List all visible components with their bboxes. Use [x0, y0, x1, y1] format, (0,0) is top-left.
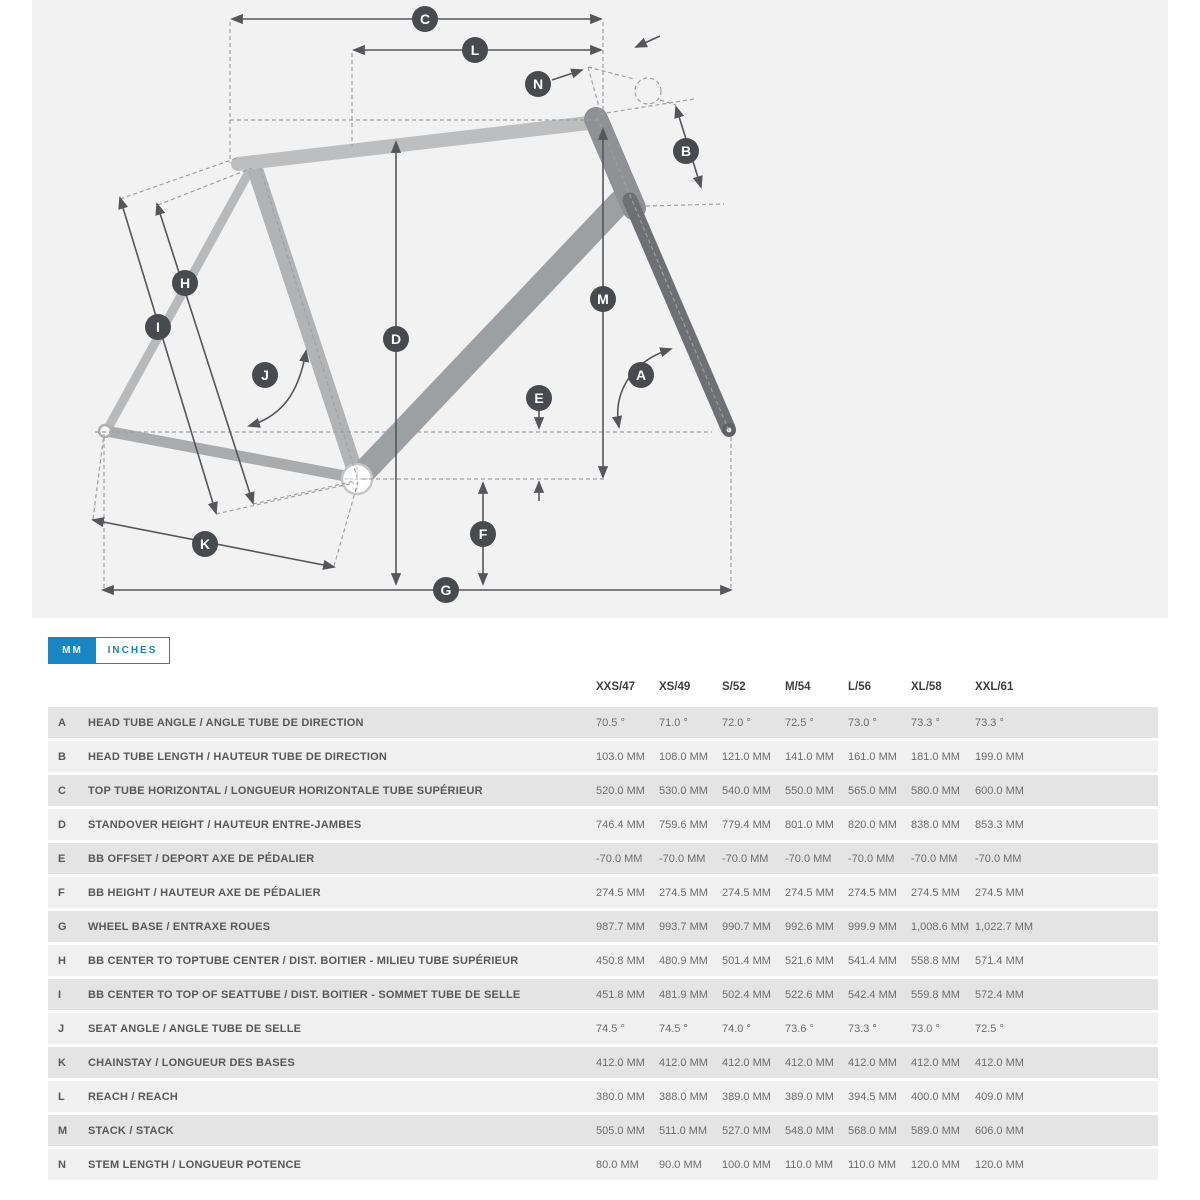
size-column-header: XL/58	[911, 681, 942, 693]
row-value: 987.7 MM	[596, 920, 645, 933]
row-value: 274.5 MM	[911, 886, 960, 899]
row-value: 274.5 MM	[596, 886, 645, 899]
row-value: 559.8 MM	[911, 988, 960, 1001]
row-value: 388.0 MM	[659, 1090, 708, 1103]
row-value: 511.0 MM	[659, 1124, 708, 1137]
row-value: 108.0 MM	[659, 750, 708, 763]
dimension-label-letter: A	[635, 366, 647, 383]
row-value: 820.0 MM	[848, 818, 897, 831]
row-value: 480.9 MM	[659, 954, 708, 967]
seat-stay	[107, 172, 249, 430]
row-value: 568.0 MM	[848, 1124, 897, 1137]
row-value: 589.0 MM	[911, 1124, 960, 1137]
dim-I	[120, 198, 216, 513]
row-label: WHEEL BASE / ENTRAXE ROUES	[88, 920, 271, 933]
row-value: 73.3 °	[911, 716, 940, 729]
size-column-header: M/54	[785, 681, 811, 693]
table-row	[48, 775, 1158, 806]
i-top-connector	[120, 158, 237, 199]
row-value: 990.7 MM	[722, 920, 771, 933]
row-value: -70.0 MM	[596, 852, 643, 865]
bike-frame	[99, 119, 736, 494]
row-value: -70.0 MM	[911, 852, 958, 865]
dimension-label-letter: L	[470, 41, 480, 58]
row-value: 501.4 MM	[722, 954, 771, 967]
row-value: 73.0 °	[911, 1022, 940, 1035]
row-value: 572.4 MM	[975, 988, 1024, 1001]
geometry-table-body	[48, 707, 1158, 1180]
size-column-header: XXS/47	[596, 681, 635, 693]
row-value: 450.8 MM	[596, 954, 645, 967]
row-value: 90.0 MM	[659, 1158, 702, 1171]
row-letter: M	[58, 1124, 68, 1137]
row-value: 412.0 MM	[659, 1056, 708, 1069]
table-row	[48, 945, 1158, 976]
row-value: 600.0 MM	[975, 784, 1024, 797]
dimension-label-letter: H	[179, 274, 191, 291]
row-value: 199.0 MM	[975, 750, 1024, 763]
row-value: 838.0 MM	[911, 818, 960, 831]
table-row	[48, 1115, 1158, 1146]
row-value: 409.0 MM	[975, 1090, 1024, 1103]
dimension-label-letter: M	[597, 290, 609, 307]
row-value: 274.5 MM	[659, 886, 708, 899]
row-value: -70.0 MM	[785, 852, 832, 865]
row-value: 74.5 °	[659, 1022, 688, 1035]
row-value: 746.4 MM	[596, 818, 645, 831]
b-top-tick	[600, 99, 694, 114]
dimension-lines	[93, 19, 731, 590]
row-value: 72.0 °	[722, 716, 751, 729]
stem-outline-top	[588, 67, 634, 79]
size-column-header: XS/49	[659, 681, 691, 693]
row-label: BB HEIGHT / HAUTEUR AXE DE PÉDALIER	[88, 886, 321, 899]
row-label: HEAD TUBE ANGLE / ANGLE TUBE DE DIRECTION	[88, 716, 364, 729]
dimension-label-letter: I	[156, 318, 160, 335]
table-row	[48, 877, 1158, 908]
row-letter: I	[58, 988, 62, 1001]
row-value: 520.0 MM	[596, 784, 645, 797]
row-label: BB OFFSET / DEPORT AXE DE PÉDALIER	[88, 852, 315, 865]
row-value: 70.5 °	[596, 716, 625, 729]
row-letter: E	[58, 852, 66, 865]
row-letter: D	[58, 818, 66, 831]
row-value: 502.4 MM	[722, 988, 771, 1001]
dim-N-arrow1	[552, 70, 582, 80]
top-tube	[238, 122, 597, 164]
row-value: 121.0 MM	[722, 750, 771, 763]
row-value: 274.5 MM	[722, 886, 771, 899]
row-value: 181.0 MM	[911, 750, 960, 763]
geometry-table-header	[48, 674, 1158, 700]
row-value: 141.0 MM	[785, 750, 834, 763]
dimension-label-letter: J	[261, 366, 269, 383]
unit-toggle	[48, 637, 170, 664]
row-value: 72.5 °	[975, 1022, 1004, 1035]
size-column-header: L/56	[848, 681, 872, 693]
row-value: 801.0 MM	[785, 818, 834, 831]
row-letter: H	[58, 954, 66, 967]
seat-tube	[253, 163, 357, 477]
row-label: HEAD TUBE LENGTH / HAUTEUR TUBE DE DIRECTION	[88, 750, 388, 763]
table-row	[48, 1149, 1158, 1180]
size-column-header: XXL/61	[975, 681, 1014, 693]
row-value: 73.0 °	[848, 716, 877, 729]
row-letter: G	[58, 920, 67, 933]
table-row	[48, 707, 1158, 738]
row-value: 74.0 °	[722, 1022, 751, 1035]
geometry-table	[48, 674, 1158, 1183]
row-label: BB CENTER TO TOPTUBE CENTER / DIST. BOITIER - MILIEU TUBE SUPÉRIEUR	[88, 954, 519, 967]
row-value: 992.6 MM	[785, 920, 834, 933]
dimension-label-letter: B	[680, 142, 692, 159]
row-value: 1,008.6 MM	[911, 920, 970, 933]
row-value: 380.0 MM	[596, 1090, 645, 1103]
row-value: 412.0 MM	[911, 1056, 960, 1069]
row-value: 412.0 MM	[975, 1056, 1024, 1069]
row-value: -70.0 MM	[722, 852, 769, 865]
row-value: 558.8 MM	[911, 954, 960, 967]
row-value: 72.5 °	[785, 716, 814, 729]
table-row	[48, 911, 1158, 942]
row-value: 999.9 MM	[848, 920, 897, 933]
row-value: -70.0 MM	[975, 852, 1022, 865]
dimension-label-letter: C	[419, 10, 431, 27]
row-value: 80.0 MM	[596, 1158, 639, 1171]
row-value: 120.0 MM	[975, 1158, 1024, 1171]
row-value: 74.5 °	[596, 1022, 625, 1035]
row-value: 412.0 MM	[722, 1056, 771, 1069]
row-value: 394.5 MM	[848, 1090, 897, 1103]
table-row	[48, 809, 1158, 840]
row-label: TOP TUBE HORIZONTAL / LONGUEUR HORIZONTALE TUBE SUPÉRIEUR	[88, 784, 483, 797]
dimension-label-letter: N	[532, 75, 544, 92]
row-letter: N	[58, 1158, 66, 1171]
row-value: 110.0 MM	[785, 1158, 834, 1171]
b-bottom-tick	[646, 204, 724, 206]
row-value: 606.0 MM	[975, 1124, 1024, 1137]
dimension-label-letter: K	[199, 535, 211, 552]
row-value: 451.8 MM	[596, 988, 645, 1001]
row-value: 571.4 MM	[975, 954, 1024, 967]
dimension-label-letter: E	[534, 389, 544, 406]
row-value: 527.0 MM	[722, 1124, 771, 1137]
dimension-label-letter: F	[478, 525, 488, 542]
row-value: 580.0 MM	[911, 784, 960, 797]
table-row	[48, 843, 1158, 874]
row-value: 73.3 °	[848, 1022, 877, 1035]
rear-dropout	[99, 425, 111, 437]
row-value: 541.4 MM	[848, 954, 897, 967]
row-value: 853.3 MM	[975, 818, 1024, 831]
row-value: 389.0 MM	[785, 1090, 834, 1103]
row-value: 548.0 MM	[785, 1124, 834, 1137]
row-value: -70.0 MM	[659, 852, 706, 865]
row-label: SEAT ANGLE / ANGLE TUBE DE SELLE	[88, 1022, 302, 1035]
row-letter: C	[58, 784, 66, 797]
size-column-header: S/52	[722, 681, 746, 693]
row-value: 1,022.7 MM	[975, 920, 1034, 933]
row-value: 400.0 MM	[911, 1090, 960, 1103]
row-value: 73.6 °	[785, 1022, 814, 1035]
row-value: 412.0 MM	[785, 1056, 834, 1069]
row-value: 110.0 MM	[848, 1158, 897, 1171]
chain-stay	[106, 431, 356, 478]
row-value: 481.9 MM	[659, 988, 708, 1001]
table-row	[48, 1081, 1158, 1112]
row-value: 412.0 MM	[596, 1056, 645, 1069]
row-value: 759.6 MM	[659, 818, 708, 831]
table-row	[48, 979, 1158, 1010]
row-value: 565.0 MM	[848, 784, 897, 797]
row-value: 103.0 MM	[596, 750, 645, 763]
row-value: 274.5 MM	[848, 886, 897, 899]
row-letter: L	[58, 1090, 65, 1103]
row-value: 521.6 MM	[785, 954, 834, 967]
fork	[630, 200, 728, 428]
row-value: 120.0 MM	[911, 1158, 960, 1171]
row-value: 530.0 MM	[659, 784, 708, 797]
table-row	[48, 1013, 1158, 1044]
row-value: 993.7 MM	[659, 920, 708, 933]
row-value: 161.0 MM	[848, 750, 897, 763]
row-value: 542.4 MM	[848, 988, 897, 1001]
dimension-labels	[145, 6, 699, 603]
table-row	[48, 1047, 1158, 1078]
row-label: CHAINSTAY / LONGUEUR DES BASES	[88, 1056, 295, 1069]
stem-outline-left	[588, 67, 601, 114]
row-value: 412.0 MM	[848, 1056, 897, 1069]
mm-toggle-button[interactable]: MM	[49, 638, 96, 663]
row-value: 100.0 MM	[722, 1158, 771, 1171]
row-value: -70.0 MM	[848, 852, 895, 865]
row-label: REACH / REACH	[88, 1090, 178, 1103]
row-value: 274.5 MM	[975, 886, 1024, 899]
row-label: BB CENTER TO TOP OF SEATTUBE / DIST. BOITIER - SOMMET TUBE DE SELLE	[88, 988, 521, 1001]
row-value: 73.3 °	[975, 716, 1004, 729]
table-row	[48, 741, 1158, 772]
row-value: 522.6 MM	[785, 988, 834, 1001]
row-letter: B	[58, 750, 66, 763]
dim-J-arc	[249, 351, 306, 426]
k-left-connector	[93, 434, 104, 519]
handlebar-clamp-circle	[635, 78, 661, 104]
row-label: STEM LENGTH / LONGUEUR POTENCE	[88, 1158, 302, 1171]
row-letter: F	[58, 886, 65, 899]
row-value: 389.0 MM	[722, 1090, 771, 1103]
dimension-label-letter: G	[440, 581, 452, 598]
row-value: 779.4 MM	[722, 818, 771, 831]
dim-A-arc	[618, 349, 671, 427]
row-letter: K	[58, 1056, 66, 1069]
row-value: 505.0 MM	[596, 1124, 645, 1137]
h-bottom-connector	[253, 481, 355, 504]
dim-N-arrow2	[636, 36, 660, 47]
head-tube-axis	[597, 117, 729, 431]
row-label: STACK / STACK	[88, 1124, 174, 1137]
row-label: STANDOVER HEIGHT / HAUTEUR ENTRE-JAMBES	[88, 818, 362, 831]
row-value: 71.0 °	[659, 716, 688, 729]
row-letter: A	[58, 716, 66, 729]
row-value: 550.0 MM	[785, 784, 834, 797]
inches-toggle-button[interactable]: INCHES	[96, 638, 169, 663]
row-letter: J	[58, 1022, 65, 1035]
i-bottom-connector	[216, 483, 354, 514]
dimension-label-letter: D	[390, 330, 402, 347]
row-value: 540.0 MM	[722, 784, 771, 797]
row-value: 274.5 MM	[785, 886, 834, 899]
